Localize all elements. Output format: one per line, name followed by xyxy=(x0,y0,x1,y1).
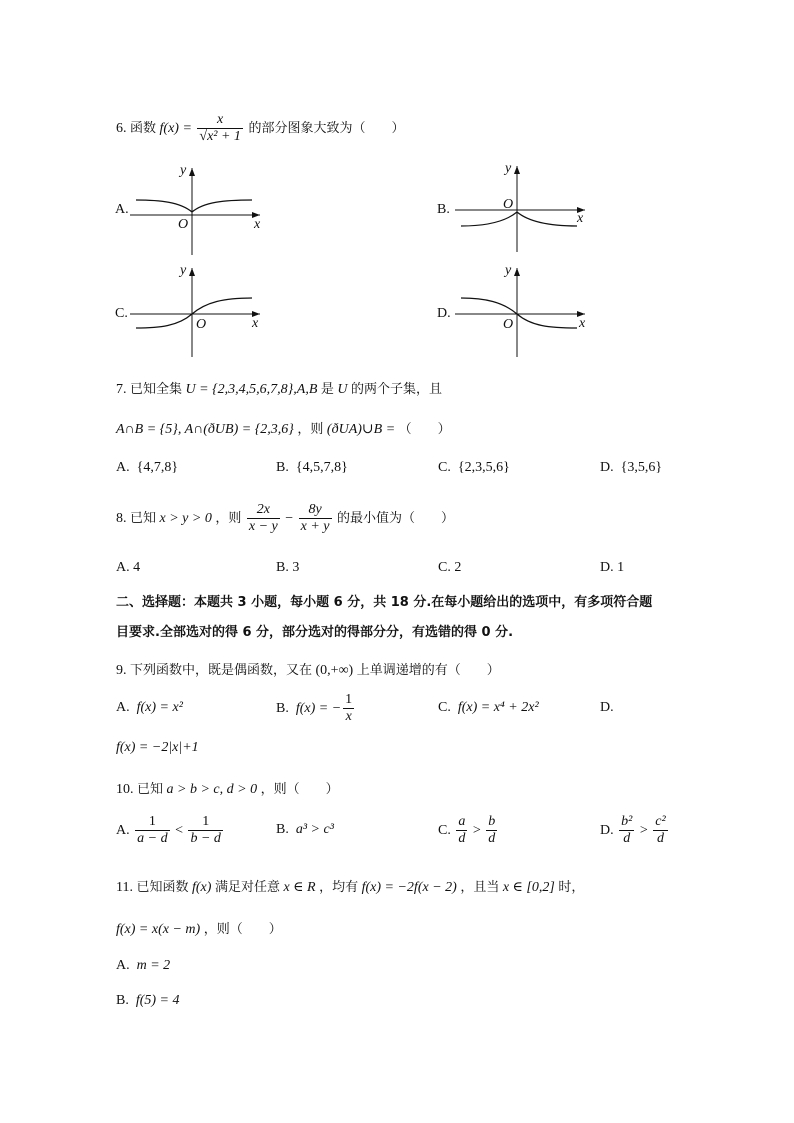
q6-graph-d-o: O xyxy=(503,317,514,332)
q6-graph-b xyxy=(455,160,595,260)
q7-line1-b: 是 xyxy=(320,382,334,397)
q11-option-b xyxy=(116,993,180,1009)
q8-option-a-label: A. xyxy=(116,560,130,575)
q10-option-a-frac2 xyxy=(188,814,222,847)
q11-e: 时， xyxy=(558,880,585,895)
q6-graph-b-o: O xyxy=(503,197,514,212)
q11-f: f(x) xyxy=(192,880,212,895)
q8-frac2-num: 8y xyxy=(299,502,332,519)
q8-option-d-text: 1 xyxy=(617,560,625,575)
q10-option-a-frac1 xyxy=(135,814,169,847)
q10-option-d-label: D. xyxy=(600,822,614,838)
q11-line1 xyxy=(116,876,584,896)
q7-line1-a: 已知全集 xyxy=(130,382,183,397)
q6-graph-c xyxy=(130,262,270,362)
q10-d-n2: c² xyxy=(653,814,667,831)
q7-line1-u: U xyxy=(337,382,348,397)
section2-line2: 目要求.全部选对的得 6 分，部分选对的得部分分，有选错的得 0 分. xyxy=(116,625,514,640)
q7-line1-set: U = {2,3,4,5,6,7,8},A,B xyxy=(185,382,318,397)
q7-line2-math: A∩B = {5}, A∩(ðUB) = {2,3,6} xyxy=(116,422,294,437)
q11-b: 满足对任意 xyxy=(214,880,280,895)
q7-line2-mid: ，则 xyxy=(297,422,324,437)
q11-eq: f(x) = −2f(x − 2) xyxy=(361,880,457,895)
q8-option-c-text: 2 xyxy=(454,560,462,575)
q11-option-a-text: m = 2 xyxy=(136,958,171,973)
q7-line2-end: （ ） xyxy=(398,422,451,437)
q6-prefix: 函数 xyxy=(130,120,157,136)
q8-option-a xyxy=(116,560,140,576)
q7-option-c xyxy=(438,460,510,476)
q8-frac1-den: x − y xyxy=(248,519,278,535)
q9-option-c xyxy=(438,700,539,716)
q6-fraction xyxy=(197,112,243,145)
q6-option-d-label: D. xyxy=(437,306,451,321)
q6-graph-c-y: y xyxy=(180,263,187,278)
q11-c: ，均有 xyxy=(319,880,359,895)
q10-option-b-label: B. xyxy=(276,822,289,837)
q10-option-c-label: C. xyxy=(438,822,451,838)
q8-frac1-num: 2x xyxy=(247,502,280,519)
q7-option-c-text: {2,3,5,6} xyxy=(457,460,510,475)
q8-option-d xyxy=(600,560,624,576)
q9-option-a-label: A. xyxy=(116,700,130,715)
q6-num: x xyxy=(197,112,243,129)
q9-option-b xyxy=(276,692,356,725)
q9-option-c-label: C. xyxy=(438,700,451,715)
q10-option-d-frac1 xyxy=(619,814,634,847)
q10-option-d-frac2 xyxy=(653,814,667,847)
q10-stem xyxy=(116,778,339,798)
q8-c: 的最小值为（ ） xyxy=(337,510,455,526)
q6-suffix: 的部分图象大致为（ ） xyxy=(248,120,405,136)
q10-option-a-op: < xyxy=(175,822,183,838)
q10-a-d2: b − d xyxy=(190,831,221,847)
q10-option-d-op: > xyxy=(639,822,648,838)
q8-a: 已知 xyxy=(130,510,157,526)
q6-func: f(x) = xyxy=(159,120,192,136)
q10-c-d2: d xyxy=(488,831,496,847)
q9-option-a xyxy=(116,700,183,716)
q6-graph-d-y: y xyxy=(505,263,512,278)
q11-option-a-label: A. xyxy=(116,958,130,973)
q10-option-c xyxy=(438,814,499,847)
q6-option-a-label: A. xyxy=(115,202,129,217)
q10-option-a-label: A. xyxy=(116,822,130,838)
q6-graph-a-o: O xyxy=(178,217,189,232)
q6-graph-d xyxy=(455,262,595,362)
q6-graph-a-y: y xyxy=(180,163,187,178)
q8-frac1 xyxy=(247,502,280,535)
q9-a: 下列函数中，既是偶函数，又在 xyxy=(130,663,313,678)
q6-graph-a xyxy=(130,160,270,260)
q7-option-b xyxy=(276,460,348,476)
q10-option-c-frac2 xyxy=(486,814,497,847)
section2-line1: 二、选择题：本题共 3 小题，每小题 6 分，共 18 分.在每小题给出的选项中，有多项符合题 xyxy=(116,595,653,610)
q9-option-b-den: x xyxy=(345,709,352,725)
q11-option-b-label: B. xyxy=(116,993,129,1008)
q7-option-d xyxy=(600,460,662,476)
q10-option-d xyxy=(600,814,670,847)
q9-stem xyxy=(116,659,500,679)
q9-option-b-label: B. xyxy=(276,700,289,716)
q7-line2 xyxy=(116,418,451,438)
q9-interval: (0,+∞) xyxy=(315,663,354,678)
q10-option-c-frac1 xyxy=(456,814,467,847)
q9-option-d-label: D. xyxy=(600,700,614,715)
q8-option-c-label: C. xyxy=(438,560,451,575)
q7-option-d-label: D. xyxy=(600,460,614,475)
q10-cond: a > b > c, d > 0 xyxy=(166,782,258,797)
q8-option-a-text: 4 xyxy=(133,560,141,575)
q6-option-b-label: B. xyxy=(437,202,450,217)
q10-option-b xyxy=(276,822,334,838)
q10-option-b-text: a³ > c³ xyxy=(295,822,334,837)
q10-c-n2: b xyxy=(486,814,497,831)
q8-frac2 xyxy=(299,502,332,535)
q6-option-c-label: C. xyxy=(115,306,128,321)
q10-b: ，则（ ） xyxy=(260,782,339,797)
q7-option-b-label: B. xyxy=(276,460,289,475)
q10-a-n2: 1 xyxy=(188,814,222,831)
q8-number: 8. xyxy=(116,510,127,526)
q11-line2 xyxy=(116,918,282,938)
q9-number: 9. xyxy=(116,663,127,678)
q10-c-d1: d xyxy=(458,831,466,847)
q6-graph-c-x: x xyxy=(252,316,259,331)
q11-line2-math: f(x) = x(x − m) xyxy=(116,922,201,937)
q8-option-b-text: 3 xyxy=(292,560,300,575)
q8-option-c xyxy=(438,560,461,576)
q10-d-n1: b² xyxy=(619,814,634,831)
q9-option-b-num: 1 xyxy=(343,692,354,709)
q7-line1 xyxy=(116,378,442,398)
q10-a-d1: a − d xyxy=(137,831,168,847)
q8-option-d-label: D. xyxy=(600,560,614,575)
q11-cond: x ∈ R xyxy=(283,880,316,895)
q8-frac2-den: x + y xyxy=(300,519,330,535)
q9-option-d-text: f(x) = −2|x|+1 xyxy=(116,740,199,755)
q7-option-a xyxy=(116,460,178,476)
q10-number: 10. xyxy=(116,782,134,797)
q11-option-b-text: f(5) = 4 xyxy=(135,993,180,1008)
q6-graph-a-x: x xyxy=(254,217,261,232)
q10-option-a xyxy=(116,814,225,847)
q6-stem xyxy=(116,112,404,145)
q7-option-d-text: {3,5,6} xyxy=(620,460,663,475)
q8-b: ，则 xyxy=(215,510,242,526)
q10-option-c-op: > xyxy=(472,822,481,838)
q7-line2-math2: (ðUA)∪B = xyxy=(326,422,396,437)
q9-option-a-text: f(x) = x² xyxy=(136,700,183,715)
q11-d: ，且当 xyxy=(460,880,500,895)
q7-number: 7. xyxy=(116,382,127,397)
q6-graph-b-x: x xyxy=(577,211,584,226)
q11-a: 已知函数 xyxy=(136,880,189,895)
q7-line1-c: 的两个子集，且 xyxy=(351,382,443,397)
q11-line2-end: ，则（ ） xyxy=(203,922,282,937)
q7-option-a-label: A. xyxy=(116,460,130,475)
q8-option-b xyxy=(276,560,299,576)
q10-d-d1: d xyxy=(623,831,631,847)
q8-stem xyxy=(116,502,454,535)
q6-graph-d-x: x xyxy=(579,316,586,331)
q6-number: 6. xyxy=(116,120,127,136)
q7-option-b-text: {4,5,7,8} xyxy=(295,460,348,475)
q10-d-d2: d xyxy=(656,831,664,847)
q11-number: 11. xyxy=(116,880,133,895)
q10-a: 已知 xyxy=(137,782,164,797)
q6-graph-b-y: y xyxy=(505,161,512,176)
q8-cond: x > y > 0 xyxy=(159,510,212,526)
q8-option-b-label: B. xyxy=(276,560,289,575)
q10-a-n1: 1 xyxy=(135,814,169,831)
q6-graph-c-o: O xyxy=(196,317,207,332)
q6-den: √x² + 1 xyxy=(199,129,241,145)
q8-minus: − xyxy=(285,510,294,526)
q11-option-a xyxy=(116,958,170,974)
q9-b: 上单调递增的有（ ） xyxy=(356,663,500,678)
q7-option-c-label: C. xyxy=(438,460,451,475)
q9-option-b-frac xyxy=(343,692,354,725)
q9-option-c-text: f(x) = x⁴ + 2x² xyxy=(457,700,539,715)
q9-option-b-pre: f(x) = − xyxy=(295,700,342,716)
q7-option-a-text: {4,7,8} xyxy=(136,460,179,475)
q10-c-n1: a xyxy=(456,814,467,831)
q11-range: x ∈ [0,2] xyxy=(502,880,555,895)
